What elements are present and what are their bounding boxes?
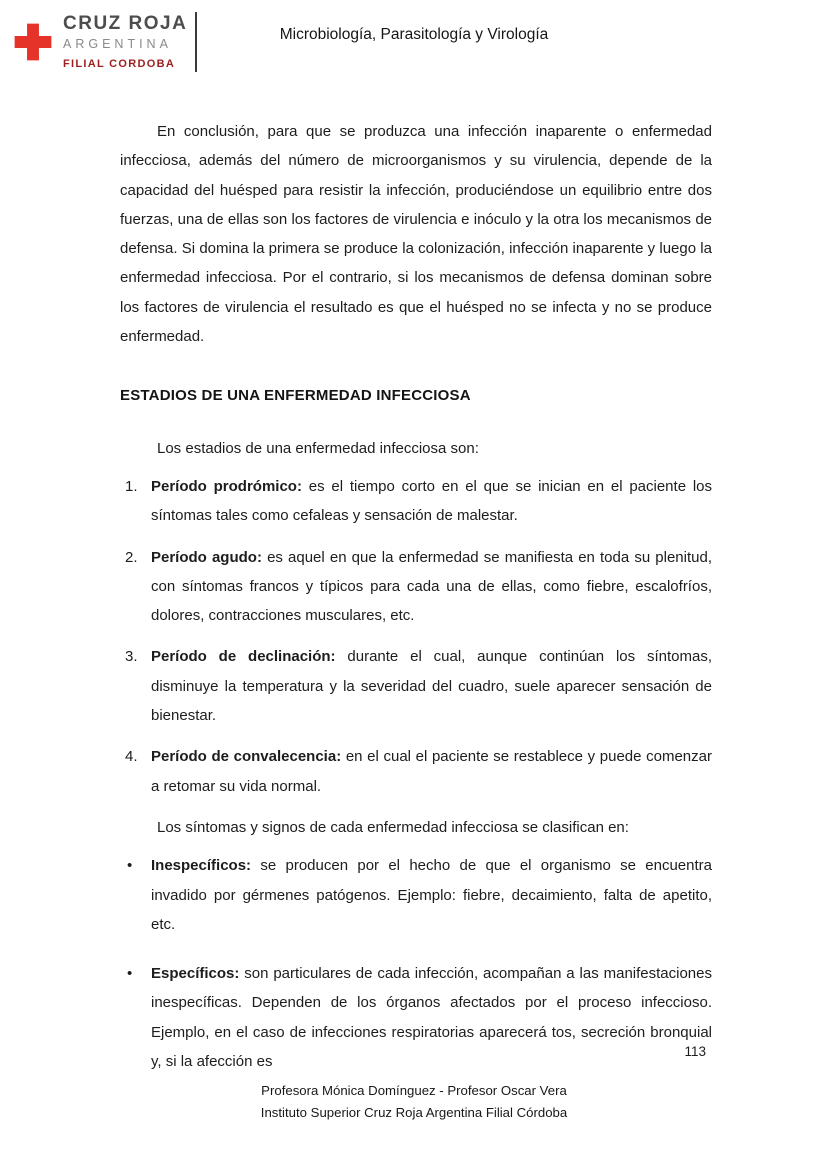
- list-item: [120, 851, 712, 939]
- list-item: [120, 543, 712, 631]
- list-number: 3.: [125, 648, 138, 666]
- list-item: [120, 472, 712, 531]
- list-term: Inespecíficos:: [151, 857, 252, 875]
- list-item: [120, 642, 712, 730]
- logo-text-argentina: ARGENTINA: [63, 36, 172, 51]
- stages-numbered-list: [120, 472, 712, 801]
- list-text: es el tiempo corto en el que se inician en el paciente los síntomas tales como cefaleas y sensación de malestar.: [151, 477, 712, 525]
- logo-text-filial-cordoba: FILIAL CORDOBA: [63, 57, 176, 70]
- footer-institution: Instituto Superior Cruz Roja Argentina Filial Córdoba: [260, 1104, 568, 1120]
- list-text: durante el cual, aunque continúan los síntomas, disminuye la temperatura y la severidad del cuadro, suele aparecer sensación de bienestar.: [151, 648, 713, 725]
- intro-paragraph: En conclusión, para que se produzca una infección inaparente o enfermedad infecciosa, además del número de microorganismos y su virulencia, depende de la capacidad del huésped para resistir la infección, produciéndose un equilibrio entre dos fuerzas, una de ellas son los factores de virulencia e inóculo y la otra los mecanismos de defensa. Si domina la primera se produce la colonización, infección inaparente y luego la enfermedad infecciosa. Por el contrario, si los mecanismos de defensa dominan sobre los factores de virulencia el resultado es que el huésped no se infecta y no se produce enfermedad.: [120, 123, 712, 346]
- list-term: Específicos:: [151, 965, 240, 983]
- list-term: Período de convalecencia:: [151, 748, 342, 766]
- list-item: [120, 742, 712, 801]
- document-title: Microbiología, Parasitología y Virología: [279, 26, 549, 43]
- list-number: 4.: [125, 748, 138, 766]
- list-text: son particulares de cada infección, acompañan a las manifestaciones inespecíficas. Dependen de los órganos afectados por el proceso infeccioso. Ejemplo, en el caso de infecciones respiratorias aparecerá tos, secreción bronquial y, si la afección es: [151, 965, 712, 1071]
- page-number: 113: [684, 1044, 706, 1059]
- bullet-marker: •: [127, 857, 133, 875]
- stages-intro-paragraph: Los estadios de una enfermedad infecciosa son:: [157, 439, 479, 457]
- list-term: Período de declinación:: [151, 648, 336, 666]
- list-text: se producen por el hecho de que el organismo se encuentra invadido por gérmenes patógenos. Ejemplo: fiebre, decaimiento, falta de apetito, etc.: [151, 857, 712, 933]
- section-heading: ESTADIOS DE UNA ENFERMEDAD INFECCIOSA: [120, 387, 471, 405]
- symptoms-bullet-list: [120, 851, 712, 1076]
- list-item: [120, 959, 712, 1076]
- bullet-marker: •: [127, 965, 133, 983]
- list-number: 1.: [125, 477, 138, 495]
- list-text: en el cual el paciente se restablece y puede comenzar a retomar su vida normal.: [151, 748, 712, 795]
- list-term: Período agudo:: [151, 548, 262, 566]
- document-body: [120, 117, 712, 1096]
- list-number: 2.: [125, 548, 138, 566]
- footer-authors: Profesora Mónica Domínguez - Profesor Oscar Vera: [261, 1083, 567, 1098]
- list-term: Período prodrómico:: [151, 477, 302, 495]
- document-footer: [0, 1080, 828, 1123]
- list-text: es aquel en que la enfermedad se manifiesta en toda su plenitud, con síntomas francos y típicos para cada una de ellas, como fiebre, escalofríos, dolores, contracciones musculares, etc.: [151, 548, 712, 625]
- logo-text-cruz-roja: CRUZ ROJA: [63, 12, 188, 34]
- classification-intro-paragraph: Los síntomas y signos de cada enfermedad infecciosa se clasifican en:: [157, 818, 629, 836]
